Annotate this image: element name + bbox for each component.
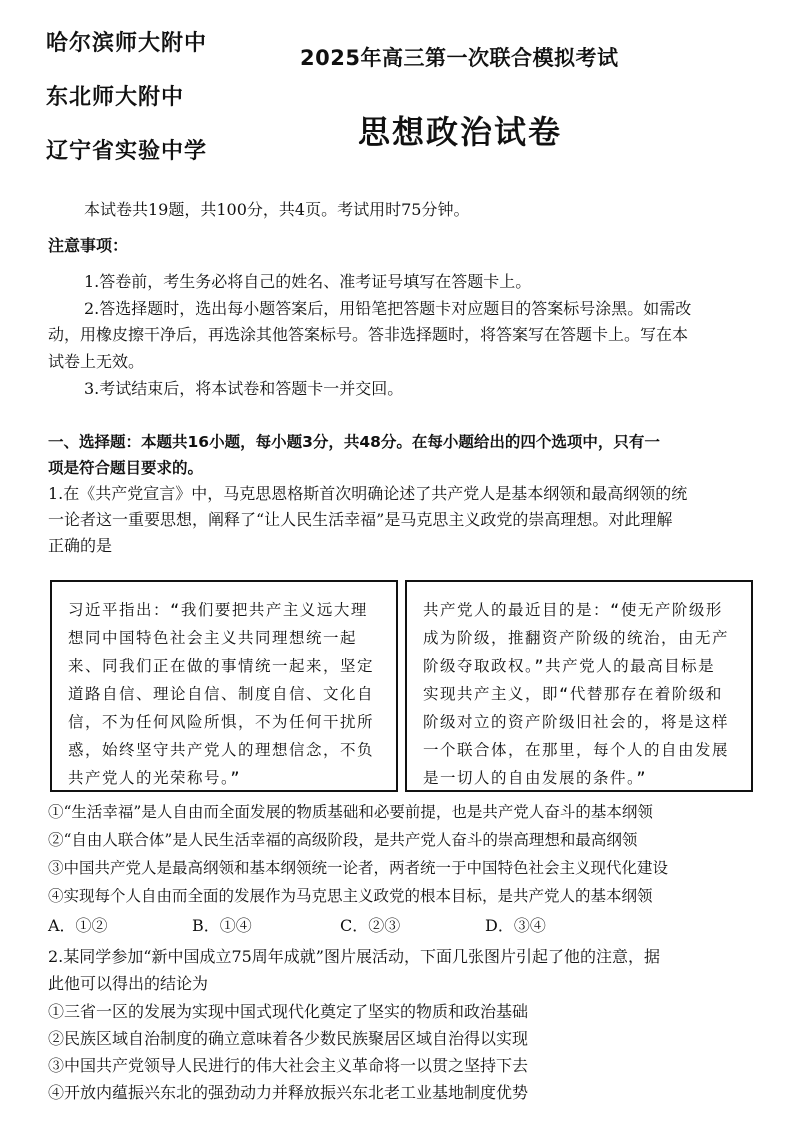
notice-line: 1.答卷前，考生务必将自己的姓名、准考证号填写在答题卡上。 bbox=[84, 272, 532, 291]
box-line: 惑，始终坚守共产党人的理想信念，不负 bbox=[68, 741, 375, 759]
box-line: 习近平指出：“我们要把共产主义远大理 bbox=[68, 601, 368, 619]
box-line: 想同中国特色社会主义共同理想统一起 bbox=[68, 629, 358, 647]
notice-line: 3.考试结束后，将本试卷和答题卡一并交回。 bbox=[84, 379, 404, 398]
q2-statement: ③中国共产党领导人民进行的伟大社会主义革命将一以贯之坚持下去 bbox=[48, 1056, 529, 1075]
intro-text: 本试卷共19题，共100分，共4页。考试用时75分钟。 bbox=[84, 200, 470, 219]
exam-title: 2025年高三第一次联合模拟考试 bbox=[300, 46, 619, 70]
box-line: 共产党人的最近目的是：“使无产阶级形 bbox=[423, 601, 723, 619]
q1-material-box-right bbox=[405, 580, 753, 792]
notice-line: 动，用橡皮擦干净后，再选涂其他答案标号。答非选择题时，将答案写在答题卡上。写在本 bbox=[48, 325, 689, 344]
q2-statement: ④开放内蕴振兴东北的强劲动力并释放振兴东北老工业基地制度优势 bbox=[48, 1083, 529, 1102]
option-b[interactable]: B．①④ bbox=[192, 916, 252, 935]
option-d[interactable]: D．③④ bbox=[485, 916, 546, 935]
q1-statement: ②“自由人联合体”是人民生活幸福的高级阶段，是共产党人奋斗的崇高理想和最高纲领 bbox=[48, 831, 638, 849]
q2-stem-line: 此他可以得出的结论为 bbox=[48, 974, 209, 993]
box-line: 阶级对立的资产阶级旧社会的，将是这样 bbox=[423, 713, 730, 731]
option-a[interactable]: A．①② bbox=[48, 916, 108, 935]
school-name-2: 东北师大附中 bbox=[46, 85, 185, 110]
box-line: 道路自信、理论自信、制度自信、文化自 bbox=[68, 685, 375, 703]
section-heading-cont: 项是符合题目要求的。 bbox=[48, 459, 204, 477]
box-line: 是一切人的自由发展的条件。” bbox=[423, 769, 648, 787]
box-line: 一个联合体，在那里，每个人的自由发展 bbox=[423, 741, 730, 759]
box-line: 阶级夺取政权。”共产党人的最高目标是 bbox=[423, 657, 716, 675]
q1-stem-line: 正确的是 bbox=[48, 536, 113, 555]
q1-statement: ①“生活幸福”是人自由而全面发展的物质基础和必要前提，也是共产党人奋斗的基本纲领 bbox=[48, 803, 653, 821]
box-line: 共产党人的光荣称号。” bbox=[68, 769, 242, 787]
box-line: 成为阶级，推翻资产阶级的统治，由无产 bbox=[423, 629, 730, 647]
box-line: 实现共产主义，即“代替那存在着阶级和 bbox=[423, 685, 723, 703]
q2-statement: ①三省一区的发展为实现中国式现代化奠定了坚实的物质和政治基础 bbox=[48, 1002, 529, 1021]
q1-stem-line: 1.在《共产党宣言》中，马克思恩格斯首次明确论述了共产党人是基本纲领和最高纲领的统 bbox=[48, 484, 688, 503]
q2-stem-line: 2.某同学参加“新中国成立75周年成就”图片展活动，下面几张图片引起了他的注意，据 bbox=[48, 947, 660, 966]
q1-statement: ③中国共产党人是最高纲领和基本纲领统一论者，两者统一于中国特色社会主义现代化建设 bbox=[48, 859, 669, 877]
notice-heading: 注意事项： bbox=[48, 236, 129, 255]
q1-material-box-left bbox=[50, 580, 398, 792]
box-line: 信，不为任何风险所惧，不为任何干扰所 bbox=[68, 713, 375, 731]
school-name-3: 辽宁省实验中学 bbox=[46, 139, 208, 164]
school-name-1: 哈尔滨师大附中 bbox=[46, 31, 208, 56]
subject-title: 思想政治试卷 bbox=[358, 113, 563, 151]
q1-stem-line: 一论者这一重要思想，阐释了“让人民生活幸福”是马克思主义政党的崇高理想。对此理解 bbox=[48, 510, 673, 529]
option-c[interactable]: C．②③ bbox=[340, 916, 401, 935]
notice-line: 试卷上无效。 bbox=[48, 352, 145, 371]
q1-statement: ④实现每个人自由而全面的发展作为马克思主义政党的根本目标，是共产党人的基本纲领 bbox=[48, 887, 653, 905]
section-heading: 一、选择题：本题共16小题，每小题3分，共48分。在每小题给出的四个选项中，只有一 bbox=[48, 433, 660, 451]
box-line: 来、同我们正在做的事情统一起来，坚定 bbox=[68, 657, 375, 675]
notice-line: 2.答选择题时，选出每小题答案后，用铅笔把答题卡对应题目的答案标号涂黑。如需改 bbox=[84, 299, 692, 318]
q2-statement: ②民族区域自治制度的确立意味着各少数民族聚居区域自治得以实现 bbox=[48, 1029, 529, 1048]
